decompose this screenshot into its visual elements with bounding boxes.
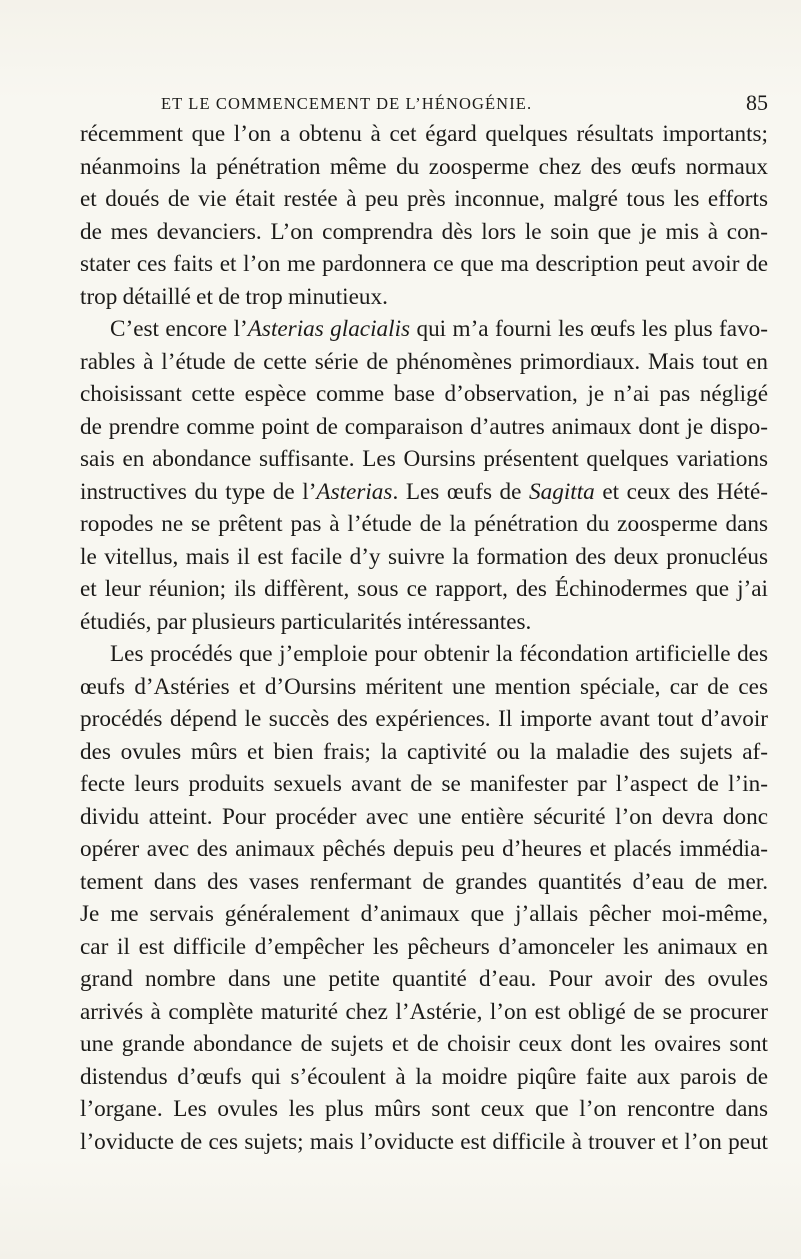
text-line: le vitellus, mais il est facile d’y suivre la formation des deux pronucléus (80, 543, 768, 570)
text-line: et doués de vie était restée à peu près inconnue, malgré tous les efforts (80, 186, 768, 212)
text-line: œufs d’Astéries et d’Oursins méritent une mention spéciale, car de ces (80, 673, 768, 700)
text-line: Je me servais généralement d’animaux que j’allais pêcher moi-même, (80, 901, 768, 927)
page-header (80, 88, 768, 118)
text-line: Les procédés que j’emploie pour obtenir la fécondation artificielle des (110, 641, 768, 667)
italic-term: Sagitta (529, 478, 595, 505)
text-line: récemment que l’on a obtenu à cet égard quelques résultats importants; (80, 121, 768, 147)
text-line: C’est encore l’Asterias glacialis qui m’a fourni les œufs les plus favo- (110, 316, 768, 342)
paragraph (80, 313, 768, 638)
italic-term: Asterias (316, 478, 393, 505)
paragraph (80, 638, 768, 1158)
text-line: rables à l’étude de cette série de phénomènes primordiaux. Mais tout en (80, 348, 768, 375)
text-line: arrivés à complète maturité chez l’Astérie, l’on est obligé de se procurer (80, 998, 768, 1025)
text-line: de mes devanciers. L’on comprendra dès lors le soin que je mis à con- (80, 218, 768, 245)
text-line: une grande abondance de sujets et de choisir ceux dont les ovaires sont (80, 1031, 768, 1057)
text-line: l’oviducte de ces sujets; mais l’oviducte est difficile à trouver et l’on peut (80, 1128, 768, 1155)
text-line: sais en abondance suffisante. Les Oursins présentent quelques variations (80, 446, 768, 472)
text-line: trop détaillé et de trop minutieux. (80, 283, 388, 310)
italic-term: Asterias glacialis (247, 316, 411, 342)
text-line: étudiés, par plusieurs particularités intéressantes. (80, 608, 532, 635)
text-line: grand nombre dans une petite quantité d’eau. Pour avoir des ovules (80, 966, 768, 992)
text-line: opérer avec des animaux pêchés depuis peu d’heures et placés immédia- (80, 836, 768, 862)
text-line: distendus d’œufs qui s’écoulent à la moidre piqûre faite aux parois de (80, 1063, 768, 1090)
text-line: ropodes ne se prêtent pas à l’étude de la pénétration du zoosperme dans (80, 511, 768, 537)
text-line: procédés dépend le succès des expériences. Il importe avant tout d’avoir (80, 706, 768, 732)
body-text (80, 118, 768, 1158)
text-line: l’organe. Les ovules les plus mûrs sont ceux que l’on rencontre dans (80, 1096, 768, 1122)
running-head: ET LE COMMENCEMENT DE L’HÉNOGÉNIE. (161, 94, 533, 113)
text-line: choisissant cette espèce comme base d’observation, je n’ai pas négligé (80, 381, 768, 407)
text-line: stater ces faits et l’on me pardonnera ce que ma description peut avoir de (80, 251, 768, 277)
text-line: instructives du type de l’Asterias. Les œufs de Sagitta et ceux des Hété- (80, 478, 768, 505)
text-line: des ovules mûrs et bien frais; la captivité ou la maladie des sujets af- (80, 738, 768, 765)
text-line: néanmoins la pénétration même du zoosperme chez des œufs normaux (80, 153, 768, 180)
paragraph (80, 118, 768, 313)
page-number: 85 (746, 90, 768, 115)
text-line: de prendre comme point de comparaison d’autres animaux dont je dispo- (80, 413, 768, 440)
text-line: tement dans des vases renfermant de grandes quantités d’eau de mer. (80, 868, 768, 895)
text-line: car il est difficile d’empêcher les pêcheurs d’amonceler les animaux en (80, 933, 768, 960)
text-line: et leur réunion; ils diffèrent, sous ce rapport, des Échinodermes que j’ai (80, 576, 768, 602)
text-line: fecte leurs produits sexuels avant de se manifester par l’aspect de l’in- (80, 771, 768, 797)
text-line: dividu atteint. Pour procéder avec une entière sécurité l’on devra donc (80, 803, 768, 830)
